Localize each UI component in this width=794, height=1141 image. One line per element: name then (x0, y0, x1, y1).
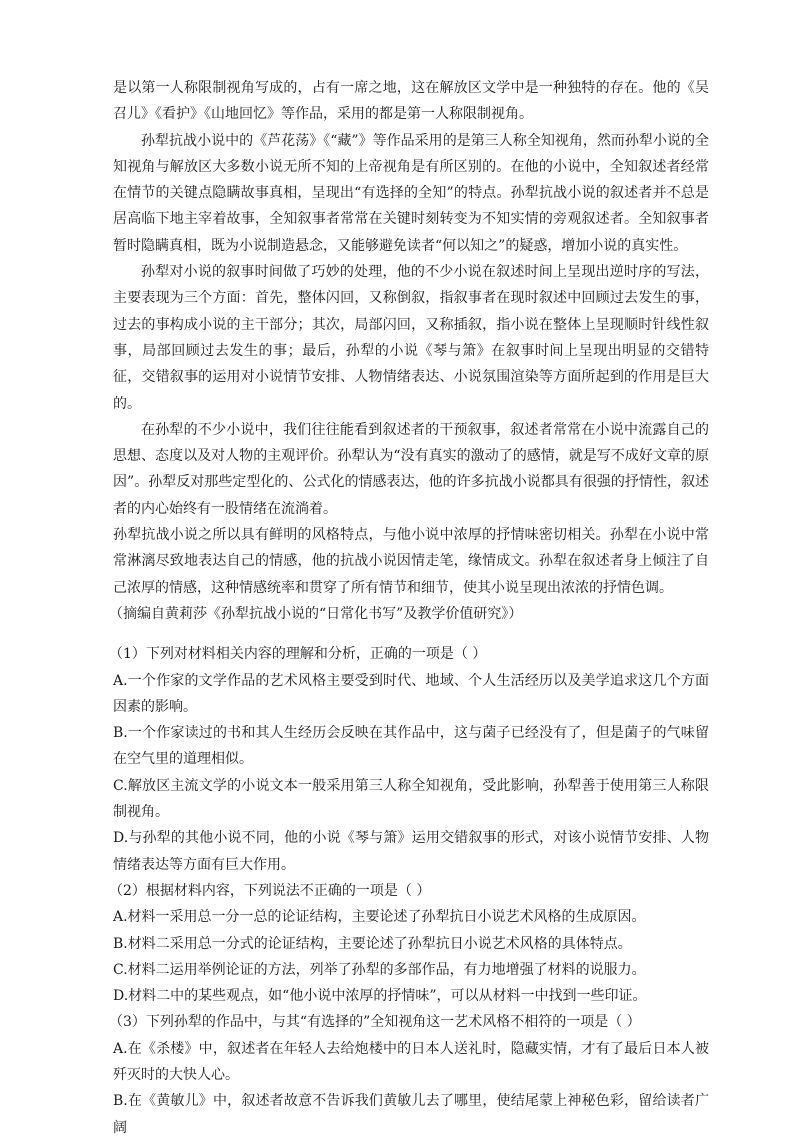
question-option: A.一个作家的文学作品的艺术风格主要受到时代、地域、个人生活经历以及美学追求这几个方面因素的影响。 (113, 672, 709, 715)
question-stem: （2）根据材料内容，下列说法不正确的一项是（ ） (109, 882, 431, 899)
question-stem: （3）下列孙犁的作品中，与其“有选择的”全知视角这一艺术风格不相符的一项是（ ） (109, 1014, 641, 1031)
question-2 (109, 878, 709, 1009)
question-option: D.材料二中的某些观点，如“他小说中浓厚的抒情味”，可以从材料一中找到一些印证。 (113, 988, 647, 1005)
question-1 (109, 641, 709, 878)
passage-paragraph: 孙犁抗战小说中的《芦花荡》《“藏”》等作品采用的是第三人称全知视角，然而孙犁小说的全知视角与解放区大多数小说无所不知的上帝视角是有所区别的。在他的小说中，全知叙述者经常在情节的关键点隐瞒故事真相，呈现出“有选择的全知”的特点。孙犁抗战小说的叙述者并不总是居高临下地主宰着故事，全知叙事者常常在关键时刻转变为不知实情的旁观叙述者。全知叙事者暂时隐瞒真相，既为小说制造悬念，又能够避免读者“何以知之”的疑惑，增加小说的真实性。 (113, 132, 709, 254)
passage-paragraph: 孙犁抗战小说之所以具有鲜明的风格特点，与他小说中浓厚的抒情味密切相关。孙犁在小说中常常淋漓尽致地表达自己的情感，他的抗战小说因情走笔，缘情成文。孙犁在叙述者身上倾注了自己浓厚的情感，这种情感统率和贯穿了所有情节和细节，使其小说呈现出浓浓的抒情色调。 (113, 527, 709, 596)
question-option: D.与孙犁的其他小说不同，他的小说《琴与箫》运用交错叙事的形式，对该小说情节安排、人物情绪表达等方面有巨大作用。 (113, 830, 709, 873)
passage-paragraph: 孙犁对小说的叙事时间做了巧妙的处理，他的不少小说在叙述时间上呈现出逆时序的写法，主要表现为三个方面：首先，整体闪回，又称倒叙，指叙事者在现时叙述中回顾过去发生的事，过去的事构成小说的主干部分；其次，局部闪回，又称插叙，指小说在整体上呈现顺时针线性叙事，局部回顾过去发生的事；最后，孙犁的小说《琴与箫》在叙事时间上呈现出明显的交错特征，交错叙事的运用对小说情节安排、人物情绪表达、小说氛围渲染等方面所起到的作用是巨大的。 (113, 264, 709, 412)
question-option: C.材料二运用举例论证的方法，列举了孙犁的多部作品，有力地增强了材料的说服力。 (113, 961, 646, 978)
passage-source: （摘编自黄莉莎《孙犁抗战小说的“日常化书写”及教学价值研究》） (109, 605, 523, 622)
question-option: C.解放区主流文学的小说文本一般采用第三人称全知视角，受此影响，孙犁善于使用第三人称限制视角。 (113, 777, 709, 821)
document-body (109, 75, 709, 1141)
passage-paragraph: 在孙犁的不少小说中，我们往往能看到叙述者的干预叙事，叙述者常常在小说中流露自己的思想、态度以及对人物的主观评价。孙犁认为“没有真实的激动了的感情，就是写不成好文章的原因”。孙犁反对那些定型化的、公式化的情感表达，他的许多抗战小说都具有很强的抒情性，叙述者的内心始终有一股情绪在流淌着。 (113, 421, 709, 517)
question-option: A.材料一采用总一分一总的论证结构，主要论述了孙犁抗日小说艺术风格的生成原因。 (113, 909, 646, 926)
passage-paragraph: 是以第一人称限制视角写成的，占有一席之地，这在解放区文学中是一种独特的存在。他的《吴召儿》《看护》《山地回忆》等作品，采用的都是第一人称限制视角。 (113, 80, 709, 123)
question-stem: （1）下列对材料相关内容的理解和分析，正确的一项是（ ） (109, 646, 487, 663)
question-option: B.一个作家读过的书和其人生经历会反映在其作品中，这与菌子已经没有了，但是菌子的气味留在空气里的道理相似。 (113, 725, 709, 768)
question-option: B.在《黄敏儿》中，叙述者故意不告诉我们黄敏儿去了哪里，使结尾蒙上神秘色彩，留给读者广阔 (113, 1093, 709, 1136)
question-option: A.在《杀楼》中，叙述者在年轻人去给炮楼中的日本人送礼时，隐藏实情，才有了最后日本人被歼灭时的大快人心。 (113, 1040, 709, 1083)
section-gap (113, 627, 709, 641)
question-3 (109, 1009, 709, 1140)
question-option: B.材料二采用总一分式的论证结构，主要论述了孙犁抗日小说艺术风格的具体特点。 (113, 935, 632, 952)
